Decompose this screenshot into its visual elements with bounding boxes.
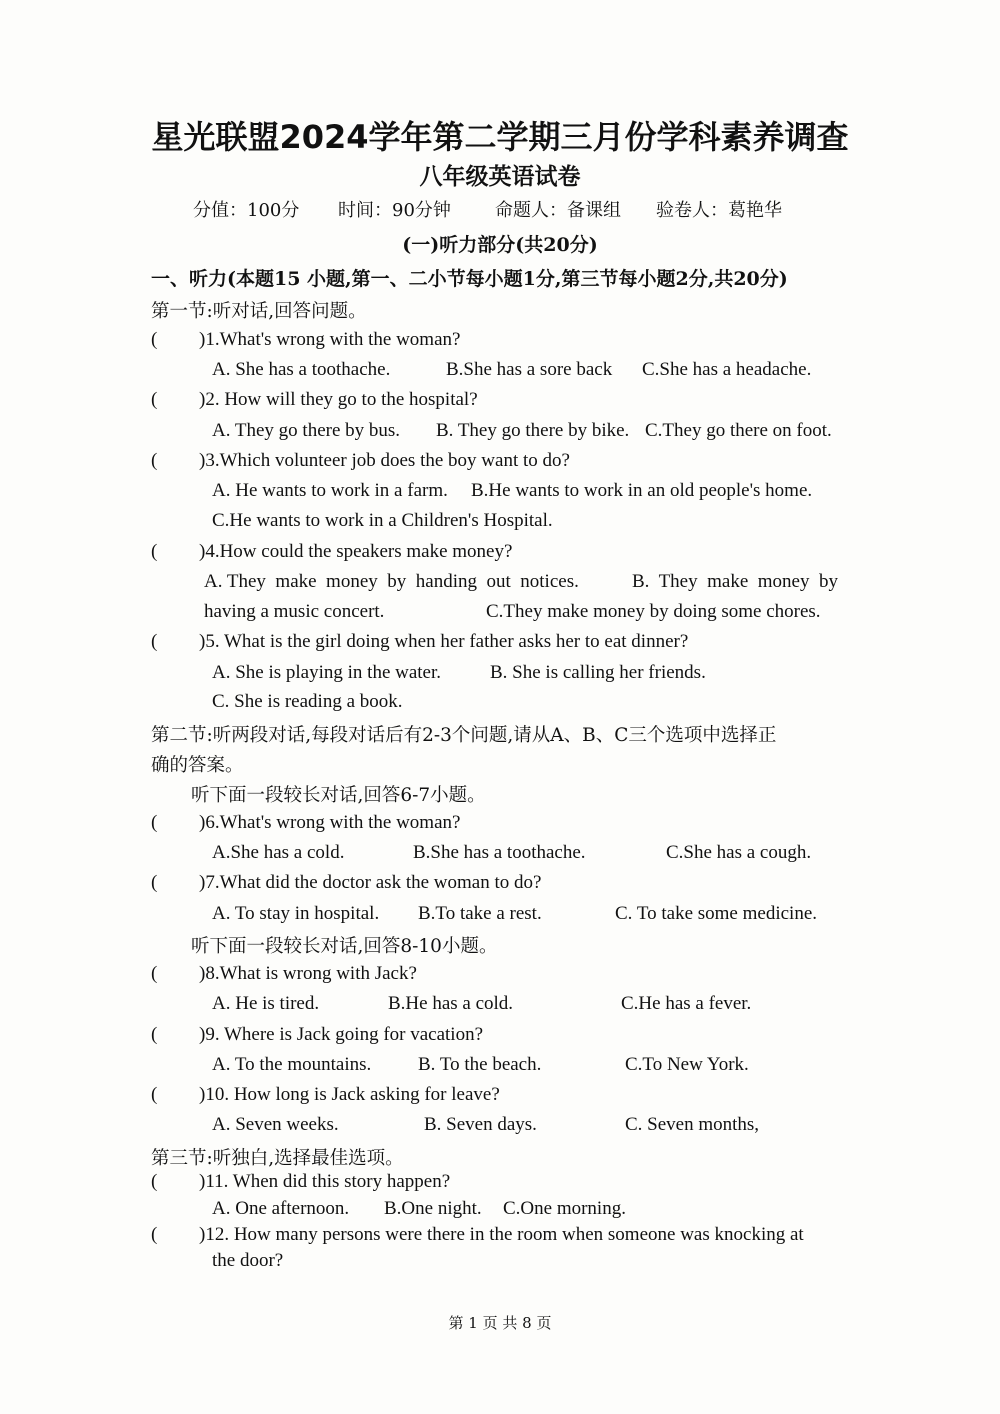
option-a: A. To stay in hospital. <box>212 903 380 924</box>
option-c: C.She has a headache. <box>642 359 812 380</box>
dialog-2-instruction: 听下面一段较长对话,回答8-10小题。 <box>191 936 498 957</box>
answer-blank[interactable]: ( <box>151 631 158 652</box>
question-stem: )9. Where is Jack going for vacation? <box>199 1024 484 1045</box>
option-a: A. She is playing in the water. <box>212 662 442 683</box>
option-b: B. They make money by <box>632 571 838 592</box>
exam-subtitle: 八年级英语试卷 <box>419 163 581 190</box>
answer-blank[interactable]: ( <box>151 1084 158 1105</box>
option-a: A. She has a toothache. <box>212 359 391 380</box>
option-c: C.They make money by doing some chores. <box>486 601 821 622</box>
question-stem: )8.What is wrong with Jack? <box>199 963 417 984</box>
exam-title: 星光联盟2024学年第二学期三月份学科素养调查 <box>151 118 849 156</box>
answer-blank[interactable]: ( <box>151 1171 158 1192</box>
option-b: B. She is calling her friends. <box>490 662 706 683</box>
option-b: B.One night. <box>384 1198 482 1219</box>
answer-blank[interactable]: ( <box>151 1224 158 1245</box>
option-b-cont: having a music concert. <box>204 601 385 622</box>
option-c: C. Seven months, <box>625 1114 760 1135</box>
option-a: A.She has a cold. <box>212 842 345 863</box>
option-b: B.She has a toothache. <box>413 842 586 863</box>
option-c: C. She is reading a book. <box>212 691 403 712</box>
option-a: A. To the mountains. <box>212 1054 372 1075</box>
question-stem: )4.How could the speakers make money? <box>199 541 513 562</box>
option-a: A. One afternoon. <box>212 1198 350 1219</box>
question-stem: )10. How long is Jack asking for leave? <box>199 1084 500 1105</box>
option-a: A. He is tired. <box>212 993 320 1014</box>
option-a: A. They go there by bus. <box>212 420 401 441</box>
option-b: B.He wants to work in an old people's home. <box>471 480 813 501</box>
section-title: 一、听力(本题15 小题,第一、二小节每小题1分,第三节每小题2分,共20分) <box>151 268 788 290</box>
setter-info: 命题人：备课组 <box>495 200 621 221</box>
answer-blank[interactable]: ( <box>151 329 158 350</box>
option-a: A. Seven weeks. <box>212 1114 339 1135</box>
answer-blank[interactable]: ( <box>151 1024 158 1045</box>
page-footer: 第 1 页 共 8 页 <box>448 1314 552 1332</box>
subsection-2-title: 第二节:听两段对话,每段对话后有2-3个问题,请从A、B、C三个选项中选择正 <box>151 725 777 746</box>
option-a: A. They make money by handing out notices. <box>204 571 579 592</box>
option-b: B.To take a rest. <box>418 903 542 924</box>
answer-blank[interactable]: ( <box>151 963 158 984</box>
subsection-3-title: 第三节:听独白,选择最佳选项。 <box>151 1148 404 1169</box>
question-stem-cont: the door? <box>212 1250 284 1271</box>
part-title: (一)听力部分(共20分) <box>402 234 598 256</box>
option-c: C.They go there on foot. <box>645 420 832 441</box>
option-c: C.One morning. <box>503 1198 626 1219</box>
option-b: B. Seven days. <box>424 1114 537 1135</box>
question-stem: )6.What's wrong with the woman? <box>199 812 461 833</box>
answer-blank[interactable]: ( <box>151 450 158 471</box>
option-a: A. He wants to work in a farm. <box>212 480 448 501</box>
option-b: B. To the beach. <box>418 1054 542 1075</box>
time-info: 时间：90分钟 <box>338 200 451 221</box>
answer-blank[interactable]: ( <box>151 389 158 410</box>
question-stem: )7.What did the doctor ask the woman to do? <box>199 872 542 893</box>
subsection-1-title: 第一节:听对话,回答问题。 <box>151 301 367 322</box>
question-stem: )12. How many persons were there in the room when someone was knocking at <box>199 1224 804 1245</box>
question-stem: )1.What's wrong with the woman? <box>199 329 461 350</box>
option-c: C.She has a cough. <box>666 842 812 863</box>
answer-blank[interactable]: ( <box>151 812 158 833</box>
option-b: B.He has a cold. <box>388 993 514 1014</box>
question-stem: )11. When did this story happen? <box>199 1171 451 1192</box>
answer-blank[interactable]: ( <box>151 872 158 893</box>
question-stem: )2. How will they go to the hospital? <box>199 389 478 410</box>
checker-info: 验卷人：葛艳华 <box>656 200 782 221</box>
question-stem: )3.Which volunteer job does the boy want to do? <box>199 450 570 471</box>
option-c: C.He wants to work in a Children's Hospital. <box>212 510 553 531</box>
option-b: B.She has a sore back <box>446 359 613 380</box>
dialog-1-instruction: 听下面一段较长对话,回答6-7小题。 <box>191 785 486 806</box>
option-c: C.To New York. <box>625 1054 749 1075</box>
score-info: 分值：100分 <box>193 200 300 221</box>
option-c: C.He has a fever. <box>621 993 752 1014</box>
question-stem: )5. What is the girl doing when her father asks her to eat dinner? <box>199 631 689 652</box>
option-b: B. They go there by bike. <box>436 420 630 441</box>
answer-blank[interactable]: ( <box>151 541 158 562</box>
subsection-2-title-cont: 确的答案。 <box>151 755 244 776</box>
option-c: C. To take some medicine. <box>615 903 817 924</box>
